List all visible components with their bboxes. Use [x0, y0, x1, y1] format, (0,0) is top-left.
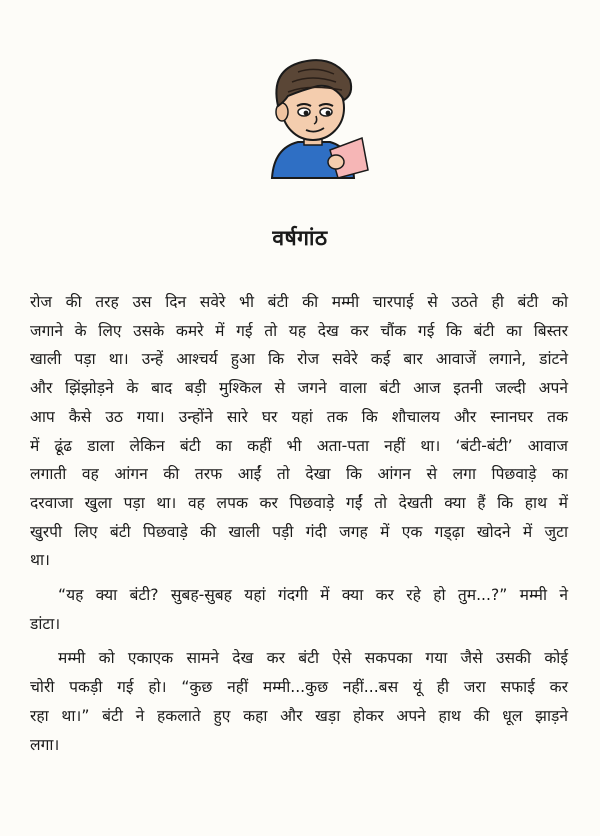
text-line: “यह क्या बंटी? सुबह-सुबह यहां गंदगी में क्या कर रहे हो तुम...?” मम्मी ने — [58, 586, 568, 605]
text-line: में ढूंढ डाला लेकिन बंटी का कहीं भी अता-पता नहीं था। ‘बंटी-बंटी’ आवाज — [30, 436, 568, 455]
boy-reading-letter-icon — [258, 50, 370, 180]
text-line: दरवाजा खुला पड़ा था। वह लपक कर पिछवाड़े गईं तो देखती क्या हैं कि हाथ में — [30, 493, 568, 512]
text-line: और झिंझोड़ने के बाद बड़ी मुश्किल से जगने वाला बंटी आज इतनी जल्दी अपने — [30, 379, 568, 398]
text-line: लगा। — [30, 735, 60, 754]
story-title: वर्षगांठ — [272, 226, 328, 250]
text-line: लगाती वह आंगन की तरफ आईं तो देखा कि आंगन से लगा पिछवाड़े का — [30, 465, 568, 484]
text-line: खुरपी लिए बंटी पिछवाड़े की खाली पड़ी गंदी जगह में एक गड्ढ़ा खोदने में जुटा — [30, 522, 568, 541]
text-line: था। — [30, 551, 50, 570]
paragraph — [30, 288, 568, 575]
text-line: जगाने के लिए उसके कमरे में गई तो यह देख कर चौंक गई कि बंटी का बिस्तर — [30, 321, 568, 340]
text-line: चोरी पकड़ी गई हो। “कुछ नहीं मम्मी...कुछ नहीं...बस यूं ही जरा सफाई कर — [30, 678, 568, 697]
paragraph — [30, 644, 568, 759]
text-line: मम्मी को एकाएक सामने देख कर बंटी ऐसे सकपका गया जैसे उसकी कोई — [58, 649, 568, 668]
text-line: खाली पड़ा था। उन्हें आश्चर्य हुआ कि रोज सवेरे कई बार आवाजें लगाने, डांटने — [30, 350, 568, 369]
text-line: रोज की तरह उस दिन सवेरे भी बंटी की मम्मी चारपाई से उठते ही बंटी को — [30, 293, 568, 311]
text-line: डांटा। — [30, 614, 61, 633]
story-body — [30, 288, 568, 765]
paragraph — [30, 581, 568, 638]
text-line: आप कैसे उठ गया। उन्होंने सारे घर यहां तक कि शौचालय और स्नानघर तक — [30, 407, 568, 426]
text-line: रहा था।” बंटी ने हकलाते हुए कहा और खड़ा होकर अपने हाथ की धूल झाड़ने — [30, 706, 568, 725]
